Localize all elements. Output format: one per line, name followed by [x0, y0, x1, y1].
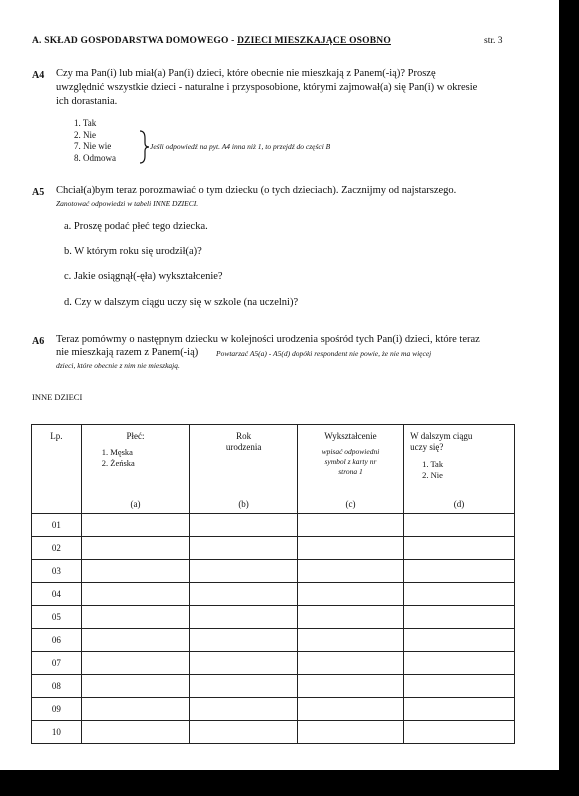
gender-cell[interactable] — [81, 583, 190, 606]
table-row — [32, 560, 515, 583]
studying-header-line2: uczy się? — [410, 442, 444, 452]
page-number: str. 3 — [484, 36, 503, 46]
row-number: 01 — [32, 514, 82, 537]
studying-cell[interactable] — [404, 560, 515, 583]
studying-cell[interactable] — [404, 721, 515, 744]
question-label-a5: A5 — [32, 187, 45, 198]
gender-cell[interactable] — [81, 629, 190, 652]
table-row — [32, 629, 515, 652]
education-cell[interactable] — [297, 721, 403, 744]
table-title: INNE DZIECI — [32, 392, 83, 402]
column-letter-a: (a) — [130, 499, 141, 509]
gender-cell[interactable] — [81, 675, 190, 698]
section-header — [32, 36, 391, 46]
table-row — [32, 698, 515, 721]
column-header-education — [297, 425, 403, 514]
gender-cell[interactable] — [81, 560, 190, 583]
education-cell[interactable] — [297, 560, 403, 583]
table-row — [32, 537, 515, 560]
column-letter-b: (b) — [238, 499, 249, 509]
row-number: 03 — [32, 560, 82, 583]
a5-item-b: b. W którym roku się urodził(a)? — [64, 246, 202, 257]
studying-cell[interactable] — [404, 583, 515, 606]
birth-year-cell[interactable] — [190, 537, 297, 560]
a6-repeat-note: Powtarzać A5(a) - A5(d) dopóki respondent nie powie, że nie ma więcej — [216, 349, 432, 358]
studying-cell[interactable] — [404, 698, 515, 721]
other-children-table — [31, 424, 515, 744]
question-a5-text: Chciał(a)bym teraz porozmawiać o tym dziecku (o tych dzieciach). Zacznijmy od najstarszego. — [56, 185, 457, 196]
gender-cell[interactable] — [81, 514, 190, 537]
education-header-label: Wykształcenie — [324, 431, 377, 441]
birth-year-cell[interactable] — [190, 514, 297, 537]
studying-cell[interactable] — [404, 514, 515, 537]
question-a4-line1: Czy ma Pan(i) lub miał(a) Pan(i) dzieci, które obecnie nie mieszkają z Panem(-ią)? Proszę — [56, 68, 436, 79]
row-number: 06 — [32, 629, 82, 652]
birth-year-cell[interactable] — [190, 721, 297, 744]
education-cell[interactable] — [297, 537, 403, 560]
birth-year-header-line1: Rok — [236, 431, 252, 441]
studying-cell[interactable] — [404, 675, 515, 698]
section-header-title: DZIECI MIESZKAJĄCE OSOBNO — [237, 36, 391, 46]
gender-cell[interactable] — [81, 537, 190, 560]
birth-year-cell[interactable] — [190, 560, 297, 583]
studying-cell[interactable] — [404, 537, 515, 560]
studying-header-line1: W dalszym ciągu — [410, 431, 473, 441]
birth-year-cell[interactable] — [190, 606, 297, 629]
question-a6-line2: nie mieszkają razem z Panem(-ią) — [56, 347, 199, 358]
education-note-line2: symbol z karty nr — [324, 457, 377, 466]
studying-option-no: 2. Nie — [422, 470, 443, 480]
birth-year-cell[interactable] — [190, 698, 297, 721]
row-number: 08 — [32, 675, 82, 698]
table-row — [32, 675, 515, 698]
education-note-line3: strona 1 — [338, 467, 363, 476]
column-letter-d: (d) — [453, 499, 465, 509]
column-header-birth-year — [190, 425, 297, 514]
studying-cell[interactable] — [404, 652, 515, 675]
row-number: 04 — [32, 583, 82, 606]
question-label-a6: A6 — [32, 336, 45, 347]
gender-cell[interactable] — [81, 721, 190, 744]
a4-option-dont-know[interactable]: 7. Nie wie — [74, 141, 112, 151]
education-cell[interactable] — [297, 675, 403, 698]
a4-option-no[interactable]: 2. Nie — [74, 129, 96, 140]
gender-header-label: Płeć: — [126, 431, 145, 441]
a6-repeat-note-cont: dzieci, które obecnie z nim nie mieszkają. — [56, 361, 180, 370]
education-cell[interactable] — [297, 606, 403, 629]
education-cell[interactable] — [297, 652, 403, 675]
column-header-still-studying — [404, 425, 515, 514]
a4-option-yes[interactable]: 1. Tak — [74, 118, 97, 128]
studying-cell[interactable] — [404, 629, 515, 652]
lp-header-label: Lp. — [50, 431, 63, 441]
question-label-a4: A4 — [32, 70, 45, 81]
gender-cell[interactable] — [81, 652, 190, 675]
birth-year-cell[interactable] — [190, 629, 297, 652]
brace-icon — [138, 130, 150, 164]
a5-instruction-note: Zanotować odpowiedzi w tabeli INNE DZIECI. — [56, 199, 199, 208]
row-number: 02 — [32, 537, 82, 560]
table-row — [32, 583, 515, 606]
column-header-lp — [32, 425, 82, 514]
section-header-prefix: A. SKŁAD GOSPODARSTWA DOMOWEGO - — [32, 36, 238, 46]
a4-option-refusal[interactable]: 8. Odmowa — [74, 152, 116, 163]
row-number: 09 — [32, 698, 82, 721]
question-a4-line2: uwzględnić wszystkie dzieci - naturalne i przysposobione, którymi zajmował(a) się Pan(i) w okresie — [56, 82, 478, 93]
birth-year-header-line2: urodzenia — [225, 442, 262, 452]
studying-cell[interactable] — [404, 606, 515, 629]
gender-cell[interactable] — [81, 698, 190, 721]
a5-item-d: d. Czy w dalszym ciągu uczy się w szkole (na uczelni)? — [64, 297, 299, 308]
gender-option-male: 1. Męska — [101, 447, 133, 457]
gender-cell[interactable] — [81, 606, 190, 629]
education-cell[interactable] — [297, 698, 403, 721]
question-a4-line3: ich dorastania. — [56, 96, 118, 107]
education-cell[interactable] — [297, 629, 403, 652]
row-number: 05 — [32, 606, 82, 629]
row-number: 10 — [32, 721, 82, 744]
gender-option-female: 2. Żeńska — [101, 458, 135, 468]
column-letter-c: (c) — [345, 499, 356, 509]
a5-item-a: a. Proszę podać płeć tego dziecka. — [64, 221, 208, 232]
a5-item-c: c. Jakie osiągnął(-ęła) wykształcenie? — [64, 271, 223, 282]
birth-year-cell[interactable] — [190, 583, 297, 606]
education-note-line1: wpisać odpowiedni — [321, 447, 380, 456]
table-row — [32, 721, 515, 744]
birth-year-cell[interactable] — [190, 675, 297, 698]
table-row — [32, 652, 515, 675]
table-row — [32, 514, 515, 537]
education-cell[interactable] — [297, 514, 403, 537]
a4-skip-note: Jeśli odpowiedź na pyt. A4 inna niż 1, to przejdź do części B — [150, 142, 331, 151]
question-a6-line1: Teraz pomówmy o następnym dziecku w kolejności urodzenia spośród tych Pan(i) dzieci, które teraz — [56, 334, 480, 345]
studying-option-yes: 1. Tak — [422, 459, 444, 469]
row-number: 07 — [32, 652, 82, 675]
table-row — [32, 606, 515, 629]
column-header-gender — [81, 425, 190, 514]
education-cell[interactable] — [297, 583, 403, 606]
birth-year-cell[interactable] — [190, 652, 297, 675]
